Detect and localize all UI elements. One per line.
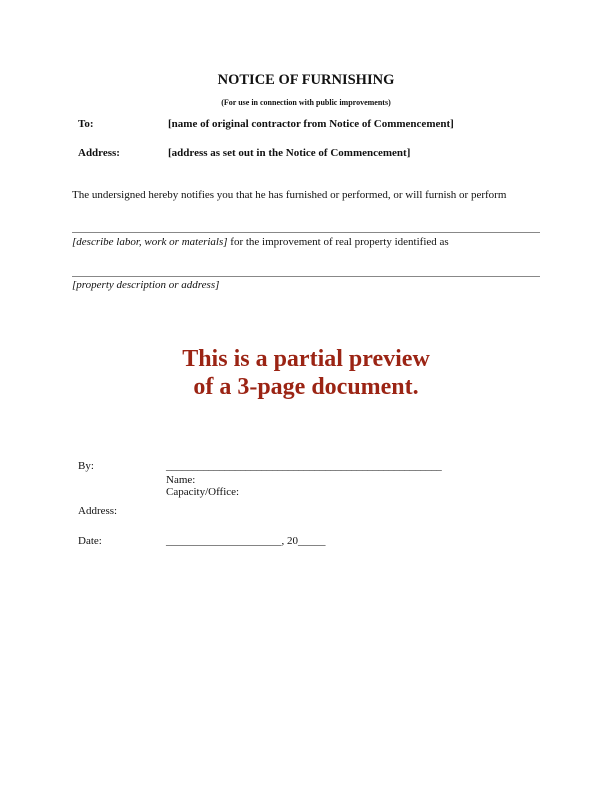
labor-tail: for the improvement of real property identified as bbox=[227, 236, 449, 248]
labor-placeholder: [describe labor, work or materials] bbox=[72, 236, 228, 248]
name-label: Name: bbox=[166, 474, 196, 486]
date-label: Date: bbox=[78, 535, 102, 547]
partial-preview-notice bbox=[0, 345, 612, 401]
labor-blank-line bbox=[72, 232, 540, 233]
address-value: [address as set out in the Notice of Commencement] bbox=[168, 147, 411, 159]
document-title: NOTICE OF FURNISHING bbox=[217, 72, 395, 88]
property-blank-line bbox=[72, 276, 540, 277]
body-line: The undersigned hereby notifies you that he has furnished or performed, or will furnish or perform bbox=[72, 189, 507, 201]
to-value: [name of original contractor from Notice of Commencement] bbox=[168, 118, 454, 130]
document-subtitle: (For use in connection with public improvements) bbox=[221, 98, 391, 107]
property-placeholder: [property description or address] bbox=[72, 279, 220, 291]
signer-address-label: Address: bbox=[78, 505, 118, 517]
signature-line: ____________________________________________________ bbox=[166, 460, 442, 472]
to-label: To: bbox=[78, 118, 94, 130]
date-line: _____________________, 20_____ bbox=[166, 535, 326, 547]
address-label: Address: bbox=[78, 147, 120, 159]
preview-line-2: of a 3-page document. bbox=[193, 374, 419, 400]
capacity-label: Capacity/Office: bbox=[166, 486, 240, 498]
preview-line-1: This is a partial preview bbox=[182, 346, 430, 372]
by-label: By: bbox=[78, 460, 94, 472]
labor-line bbox=[72, 236, 449, 248]
